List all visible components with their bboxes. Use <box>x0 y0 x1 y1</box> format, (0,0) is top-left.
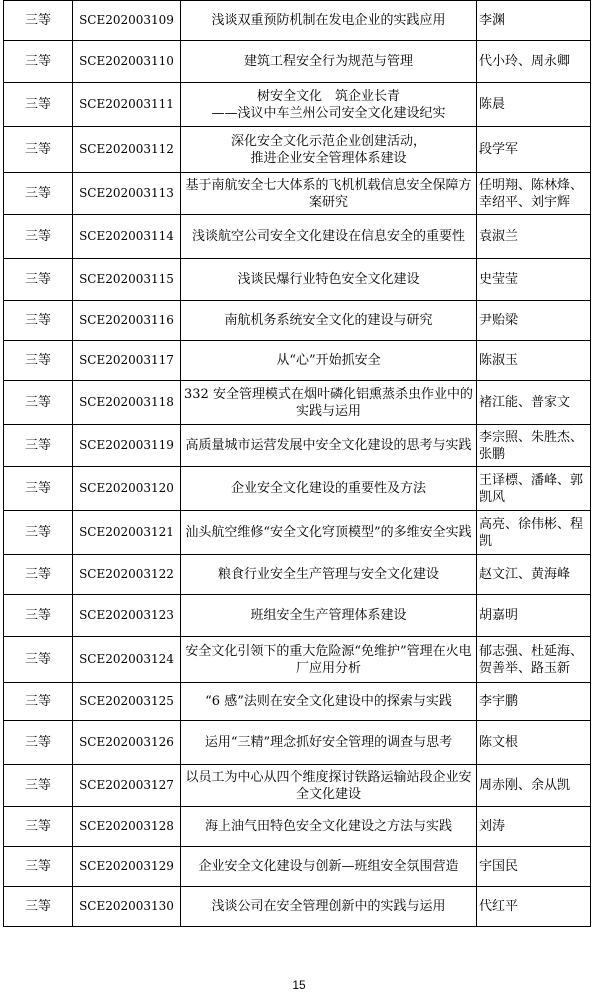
table-row <box>4 765 591 807</box>
title-cell: 粮食行业安全生产管理与安全文化建设 <box>181 555 477 595</box>
author-cell: 周赤刚、余从凯 <box>477 765 591 807</box>
grade-cell: 三等 <box>4 555 73 595</box>
table-row <box>4 467 591 511</box>
title-cell: 企业安全文化建设与创新—班组安全氛围营造 <box>181 847 477 887</box>
grade-cell: 三等 <box>4 467 73 511</box>
grade-cell: 三等 <box>4 511 73 555</box>
title-cell: 浅谈民爆行业特色安全文化建设 <box>181 259 477 301</box>
table-row <box>4 381 591 425</box>
code-cell: SCE202003113 <box>73 173 181 215</box>
title-cell: 332 安全管理模式在烟叶磷化铝熏蒸杀虫作业中的实践与运用 <box>181 381 477 425</box>
table-row <box>4 683 591 721</box>
table-row <box>4 595 591 637</box>
title-cell: 海上油气田特色安全文化建设之方法与实践 <box>181 807 477 847</box>
title-cell: 基于南航安全七大体系的飞机机载信息安全保障方案研究 <box>181 173 477 215</box>
title-cell: 浅谈公司在安全管理创新中的实践与运用 <box>181 887 477 927</box>
page-number: 15 <box>292 978 306 992</box>
grade-cell: 三等 <box>4 127 73 173</box>
table-row <box>4 887 591 927</box>
code-cell: SCE202003124 <box>73 637 181 683</box>
grade-cell: 三等 <box>4 637 73 683</box>
author-cell: 高亮、徐伟彬、程凯 <box>477 511 591 555</box>
author-cell: 陈晨 <box>477 83 591 127</box>
author-cell: 袁淑兰 <box>477 215 591 259</box>
author-cell: 代小玲、周永卿 <box>477 41 591 83</box>
code-cell: SCE202003127 <box>73 765 181 807</box>
code-cell: SCE202003110 <box>73 41 181 83</box>
title-cell: 班组安全生产管理体系建设 <box>181 595 477 637</box>
code-cell: SCE202003130 <box>73 887 181 927</box>
title-cell: 从“心”开始抓安全 <box>181 341 477 381</box>
author-cell: 陈淑玉 <box>477 341 591 381</box>
title-cell: 运用“三精”理念抓好安全管理的调查与思考 <box>181 721 477 765</box>
table-row <box>4 127 591 173</box>
code-cell: SCE202003123 <box>73 595 181 637</box>
code-cell: SCE202003128 <box>73 807 181 847</box>
code-cell: SCE202003114 <box>73 215 181 259</box>
table-row <box>4 807 591 847</box>
title-cell: 建筑工程安全行为规范与管理 <box>181 41 477 83</box>
table-row <box>4 41 591 83</box>
code-cell: SCE202003111 <box>73 83 181 127</box>
author-cell: 李宇鹏 <box>477 683 591 721</box>
grade-cell: 三等 <box>4 83 73 127</box>
code-cell: SCE202003119 <box>73 425 181 467</box>
award-table <box>3 0 591 927</box>
author-cell: 陈文根 <box>477 721 591 765</box>
title-cell: 深化安全文化示范企业创建活动， 推进企业安全管理体系建设 <box>181 127 477 173</box>
grade-cell: 三等 <box>4 425 73 467</box>
grade-cell: 三等 <box>4 301 73 341</box>
author-cell: 李渊 <box>477 1 591 41</box>
title-cell: 浅谈航空公司安全文化建设在信息安全的重要性 <box>181 215 477 259</box>
code-cell: SCE202003115 <box>73 259 181 301</box>
table-row <box>4 341 591 381</box>
grade-cell: 三等 <box>4 1 73 41</box>
title-cell: 高质量城市运营发展中安全文化建设的思考与实践 <box>181 425 477 467</box>
grade-cell: 三等 <box>4 721 73 765</box>
grade-cell: 三等 <box>4 215 73 259</box>
table-row <box>4 259 591 301</box>
author-cell: 史莹莹 <box>477 259 591 301</box>
table-row <box>4 83 591 127</box>
code-cell: SCE202003125 <box>73 683 181 721</box>
code-cell: SCE202003121 <box>73 511 181 555</box>
author-cell: 尹贻梁 <box>477 301 591 341</box>
title-cell: 南航机务系统安全文化的建设与研究 <box>181 301 477 341</box>
table-row <box>4 511 591 555</box>
grade-cell: 三等 <box>4 41 73 83</box>
table-row <box>4 173 591 215</box>
grade-cell: 三等 <box>4 595 73 637</box>
table-row <box>4 637 591 683</box>
grade-cell: 三等 <box>4 173 73 215</box>
code-cell: SCE202003120 <box>73 467 181 511</box>
grade-cell: 三等 <box>4 341 73 381</box>
grade-cell: 三等 <box>4 381 73 425</box>
table-row <box>4 1 591 41</box>
author-cell: 赵文江、黄海峰 <box>477 555 591 595</box>
title-cell: 汕头航空维修“安全文化穹顶模型”的多维安全实践 <box>181 511 477 555</box>
author-cell: 宇国民 <box>477 847 591 887</box>
title-cell: 浅谈双重预防机制在发电企业的实践应用 <box>181 1 477 41</box>
grade-cell: 三等 <box>4 847 73 887</box>
author-cell: 任明翔、陈林烽、幸绍平、刘宇辉 <box>477 173 591 215</box>
author-cell: 李宗照、朱胜杰、张鹏 <box>477 425 591 467</box>
table-row <box>4 721 591 765</box>
code-cell: SCE202003116 <box>73 301 181 341</box>
table-row <box>4 847 591 887</box>
grade-cell: 三等 <box>4 259 73 301</box>
code-cell: SCE202003112 <box>73 127 181 173</box>
title-cell: “6 感”法则在安全文化建设中的探索与实践 <box>181 683 477 721</box>
award-table-body <box>4 1 591 927</box>
code-cell: SCE202003122 <box>73 555 181 595</box>
author-cell: 王译標、潘峰、郭凯风 <box>477 467 591 511</box>
table-row <box>4 215 591 259</box>
author-cell: 刘涛 <box>477 807 591 847</box>
table-row <box>4 425 591 467</box>
code-cell: SCE202003126 <box>73 721 181 765</box>
code-cell: SCE202003129 <box>73 847 181 887</box>
author-cell: 胡嘉明 <box>477 595 591 637</box>
author-cell: 代红平 <box>477 887 591 927</box>
title-cell: 树安全文化 筑企业长青 ——浅议中车兰州公司安全文化建设纪实 <box>181 83 477 127</box>
author-cell: 段学军 <box>477 127 591 173</box>
table-row <box>4 301 591 341</box>
code-cell: SCE202003109 <box>73 1 181 41</box>
table-row <box>4 555 591 595</box>
title-cell: 企业安全文化建设的重要性及方法 <box>181 467 477 511</box>
grade-cell: 三等 <box>4 887 73 927</box>
title-cell: 以员工为中心从四个维度探讨铁路运输站段企业安全文化建设 <box>181 765 477 807</box>
grade-cell: 三等 <box>4 807 73 847</box>
code-cell: SCE202003118 <box>73 381 181 425</box>
author-cell: 郁志强、杜延海、贺善举、路玉新 <box>477 637 591 683</box>
title-cell: 安全文化引领下的重大危险源“免维护”管理在火电厂应用分析 <box>181 637 477 683</box>
code-cell: SCE202003117 <box>73 341 181 381</box>
grade-cell: 三等 <box>4 765 73 807</box>
author-cell: 褚江能、普家文 <box>477 381 591 425</box>
grade-cell: 三等 <box>4 683 73 721</box>
